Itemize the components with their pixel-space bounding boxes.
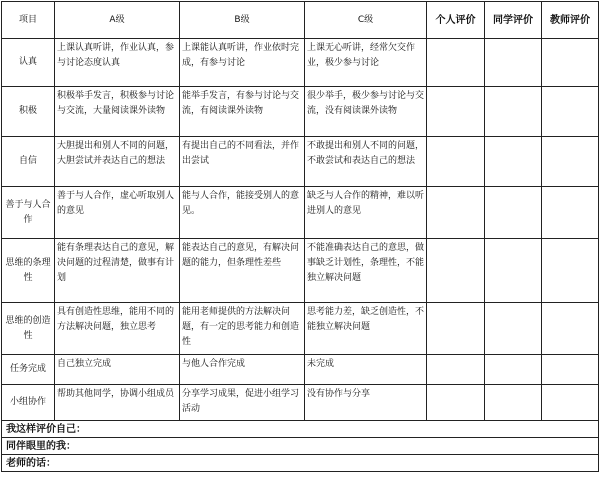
footer-row-teacher	[2, 455, 599, 472]
header-peer-eval: 同学评价	[485, 2, 542, 39]
peer-eval-cell[interactable]	[485, 303, 542, 355]
row-item: 小组协作	[2, 385, 55, 421]
row-level-a: 自己独立完成	[55, 355, 180, 385]
row-level-a: 大胆提出和别人不同的问题，大胆尝试并表达自己的想法	[55, 137, 180, 187]
row-level-b: 能与人合作，能接受别人的意见。	[180, 187, 305, 239]
row-level-c: 思考能力差，缺乏创造性，不能独立解决问题	[305, 303, 427, 355]
row-level-b: 与他人合作完成	[180, 355, 305, 385]
row-item: 积极	[2, 87, 55, 137]
header-row	[2, 2, 599, 39]
self-eval-cell[interactable]	[427, 303, 485, 355]
row-level-a: 能有条理表达自己的意见，解决问题的过程清楚，做事有计划	[55, 239, 180, 303]
peer-eval-cell[interactable]	[485, 187, 542, 239]
peer-eval-cell[interactable]	[485, 87, 542, 137]
peer-eval-cell[interactable]	[485, 137, 542, 187]
row-level-b: 能举手发言，有参与讨论与交流，有阅读课外读物	[180, 87, 305, 137]
row-item: 善于与人合作	[2, 187, 55, 239]
teacher-eval-cell[interactable]	[542, 385, 599, 421]
self-eval-cell[interactable]	[427, 39, 485, 87]
self-eval-cell[interactable]	[427, 385, 485, 421]
teacher-eval-cell[interactable]	[542, 39, 599, 87]
row-level-a: 上课认真听讲，作业认真，参与讨论态度认真	[55, 39, 180, 87]
row-item: 自信	[2, 137, 55, 187]
footer-row-self	[2, 421, 599, 438]
row-item: 认真	[2, 39, 55, 87]
row-level-c: 很少举手，极少参与讨论与交流，没有阅读课外读物	[305, 87, 427, 137]
teacher-eval-cell[interactable]	[542, 355, 599, 385]
teacher-eval-cell[interactable]	[542, 303, 599, 355]
table-row	[2, 303, 599, 355]
self-eval-cell[interactable]	[427, 355, 485, 385]
table-row	[2, 239, 599, 303]
table-row	[2, 137, 599, 187]
peer-eval-cell[interactable]	[485, 239, 542, 303]
row-level-a: 积极举手发言，积极参与讨论与交流，大量阅读课外读物	[55, 87, 180, 137]
header-level-a: A级	[55, 2, 180, 39]
table-row	[2, 187, 599, 239]
peer-eval-cell[interactable]	[485, 39, 542, 87]
peer-evaluation-line[interactable]: 同伴眼里的我：	[2, 438, 599, 455]
row-item: 任务完成	[2, 355, 55, 385]
self-eval-cell[interactable]	[427, 187, 485, 239]
row-level-c: 缺乏与人合作的精神，难以听进别人的意见	[305, 187, 427, 239]
row-level-b: 能表达自己的意见，有解决问题的能力，但条理性差些	[180, 239, 305, 303]
row-level-a: 帮助其他同学，协调小组成员	[55, 385, 180, 421]
row-level-c: 没有协作与分享	[305, 385, 427, 421]
teacher-eval-cell[interactable]	[542, 239, 599, 303]
header-level-c: C级	[305, 2, 427, 39]
row-level-b: 上课能认真听讲，作业依时完成，有参与讨论	[180, 39, 305, 87]
row-level-b: 能用老师提供的方法解决问题，有一定的思考能力和创造性	[180, 303, 305, 355]
peer-eval-cell[interactable]	[485, 385, 542, 421]
self-evaluation-line[interactable]: 我这样评价自己：	[2, 421, 599, 438]
row-level-b: 有提出自己的不同看法，并作出尝试	[180, 137, 305, 187]
peer-eval-cell[interactable]	[485, 355, 542, 385]
header-level-b: B级	[180, 2, 305, 39]
row-level-c: 上课无心听讲，经常欠交作业，极少参与讨论	[305, 39, 427, 87]
teacher-comment-line[interactable]: 老师的话：	[2, 455, 599, 472]
row-level-c: 不敢提出和别人不同的问题，不敢尝试和表达自己的想法	[305, 137, 427, 187]
header-item: 项目	[2, 2, 55, 39]
table-row	[2, 87, 599, 137]
teacher-eval-cell[interactable]	[542, 137, 599, 187]
row-level-a: 善于与人合作，虚心听取别人的意见	[55, 187, 180, 239]
footer-row-peer	[2, 438, 599, 455]
row-level-b: 分享学习成果，促进小组学习活动	[180, 385, 305, 421]
row-level-c: 未完成	[305, 355, 427, 385]
table-row	[2, 385, 599, 421]
row-level-a: 具有创造性思维，能用不同的方法解决问题，独立思考	[55, 303, 180, 355]
self-eval-cell[interactable]	[427, 137, 485, 187]
self-eval-cell[interactable]	[427, 87, 485, 137]
header-teacher-eval: 教师评价	[542, 2, 599, 39]
row-item: 思维的创造性	[2, 303, 55, 355]
header-self-eval: 个人评价	[427, 2, 485, 39]
teacher-eval-cell[interactable]	[542, 187, 599, 239]
table-row	[2, 39, 599, 87]
evaluation-table	[1, 1, 599, 472]
row-item: 思维的条理性	[2, 239, 55, 303]
row-level-c: 不能准确表达自己的意思，做事缺乏计划性，条理性，不能独立解决问题	[305, 239, 427, 303]
table-row	[2, 355, 599, 385]
self-eval-cell[interactable]	[427, 239, 485, 303]
teacher-eval-cell[interactable]	[542, 87, 599, 137]
